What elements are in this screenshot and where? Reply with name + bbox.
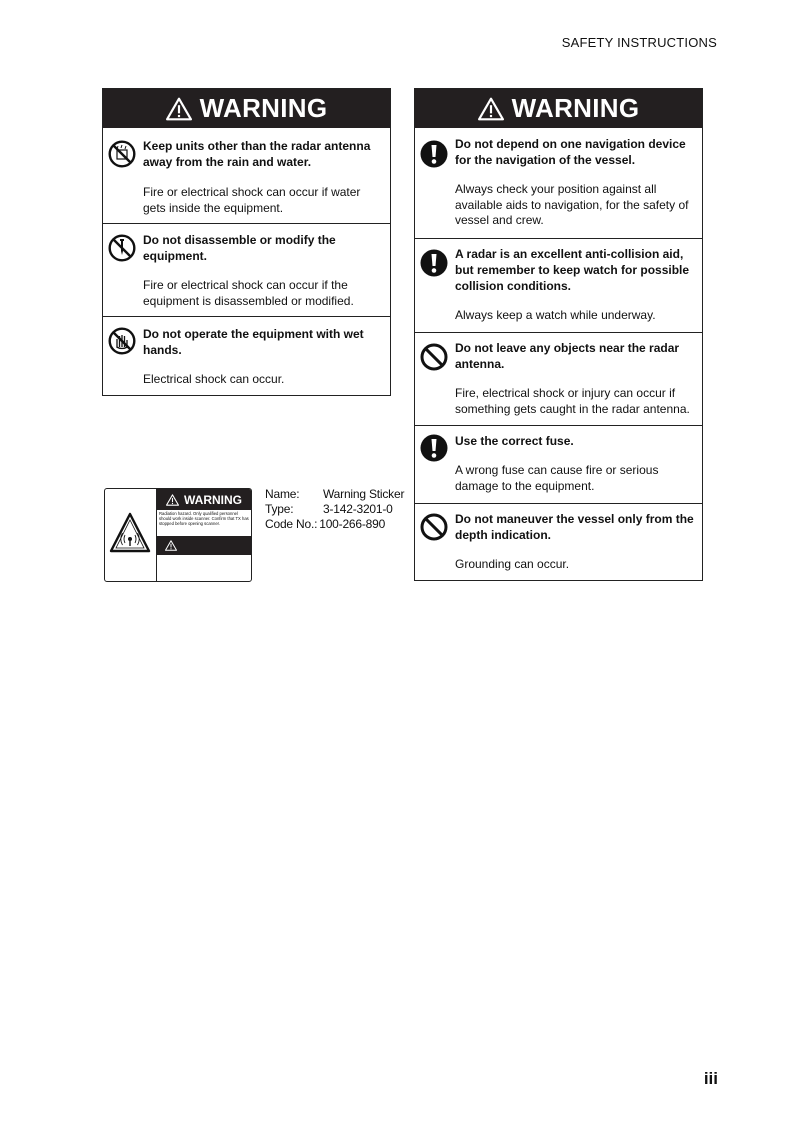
warning-entry [415,332,702,425]
prohibited-icon [420,513,448,541]
prohibited-icon [420,343,448,371]
warning-entry-heading: Keep units other than the radar antenna away from the rain and water. [143,139,371,169]
exclamation-icon [420,249,448,277]
warning-entry [103,316,390,395]
sticker-name-row [265,487,404,502]
warning-entry-heading: A radar is an excellent anti-collision aid, but remember to keep watch for possible collision conditions. [455,247,690,293]
exclamation-icon [420,140,448,168]
warning-box-right [414,88,703,581]
warning-entry [415,425,702,503]
sticker-code-row [265,517,404,532]
sticker-code-value: 100-266-890 [319,517,386,531]
warning-sticker [104,488,252,582]
warning-entry-heading: Do not depend on one navigation device for the navigation of the vessel. [455,137,686,167]
warning-entry [103,128,390,223]
warning-entry-description: Always check your position against all available aids to navigation, for the safety of vessel and crew. [455,182,689,227]
sticker-type-row [265,502,404,517]
warning-entry-description: A wrong fuse can cause fire or serious damage to the equipment. [455,463,659,493]
warning-entry-description: Fire or electrical shock can occur if the equipment is disassembled or modified. [143,278,354,308]
warning-entry-description: Always keep a watch while underway. [455,308,656,322]
warning-title-text: WARNING [511,93,640,123]
warning-box-left [102,88,391,396]
sticker-name-label: Name: [265,487,300,501]
warning-box-title [103,89,390,128]
sticker-code-label: Code No.: [265,517,318,531]
warning-entry-heading: Use the correct fuse. [455,434,574,448]
no-water-icon [108,140,136,168]
warning-triangle-icon [165,540,177,551]
warning-triangle-icon [166,494,179,506]
sticker-symbol-panel [105,489,157,581]
warning-entry-heading: Do not operate the equipment with wet hands. [143,327,364,357]
page-header: SAFETY INSTRUCTIONS [561,35,717,50]
no-disassembly-icon [108,234,136,262]
warning-entry-description: Fire or electrical shock can occur if water gets inside the equipment. [143,185,361,215]
sticker-bar [157,536,251,555]
warning-entry [103,223,390,316]
warning-entry [415,238,702,332]
sticker-name-value: Warning Sticker [323,487,405,501]
warning-entry-description: Grounding can occur. [455,557,570,571]
sticker-text: Radiation hazard. Only qualified personnel should work inside scanner. Confirm that TX has stopped before opening scanner. [159,511,249,527]
warning-box-title [415,89,702,128]
sticker-type-value: 3-142-3201-0 [323,502,393,516]
exclamation-icon [420,434,448,462]
warning-entry [415,128,702,238]
warning-entry [415,503,702,582]
warning-entry-heading: Do not disassemble or modify the equipment. [143,233,336,263]
warning-triangle-icon [478,97,504,121]
no-wet-hands-icon [108,327,136,355]
warning-entry-heading: Do not maneuver the vessel only from the depth indication. [455,512,694,542]
warning-triangle-icon [166,97,192,121]
sticker-title-text: WARNING [184,492,242,507]
warning-entry-description: Fire, electrical shock or injury can occur if something gets caught in the radar antenna. [455,386,690,416]
sticker-type-label: Type: [265,502,294,516]
warning-entry-heading: Do not leave any objects near the radar antenna. [455,341,680,371]
warning-title-text: WARNING [199,93,328,123]
sticker-title [157,489,251,510]
warning-entry-description: Electrical shock can occur. [143,372,285,386]
radiation-warning-icon [108,511,152,555]
page-number: iii [703,1069,718,1088]
sticker-info [265,487,404,532]
